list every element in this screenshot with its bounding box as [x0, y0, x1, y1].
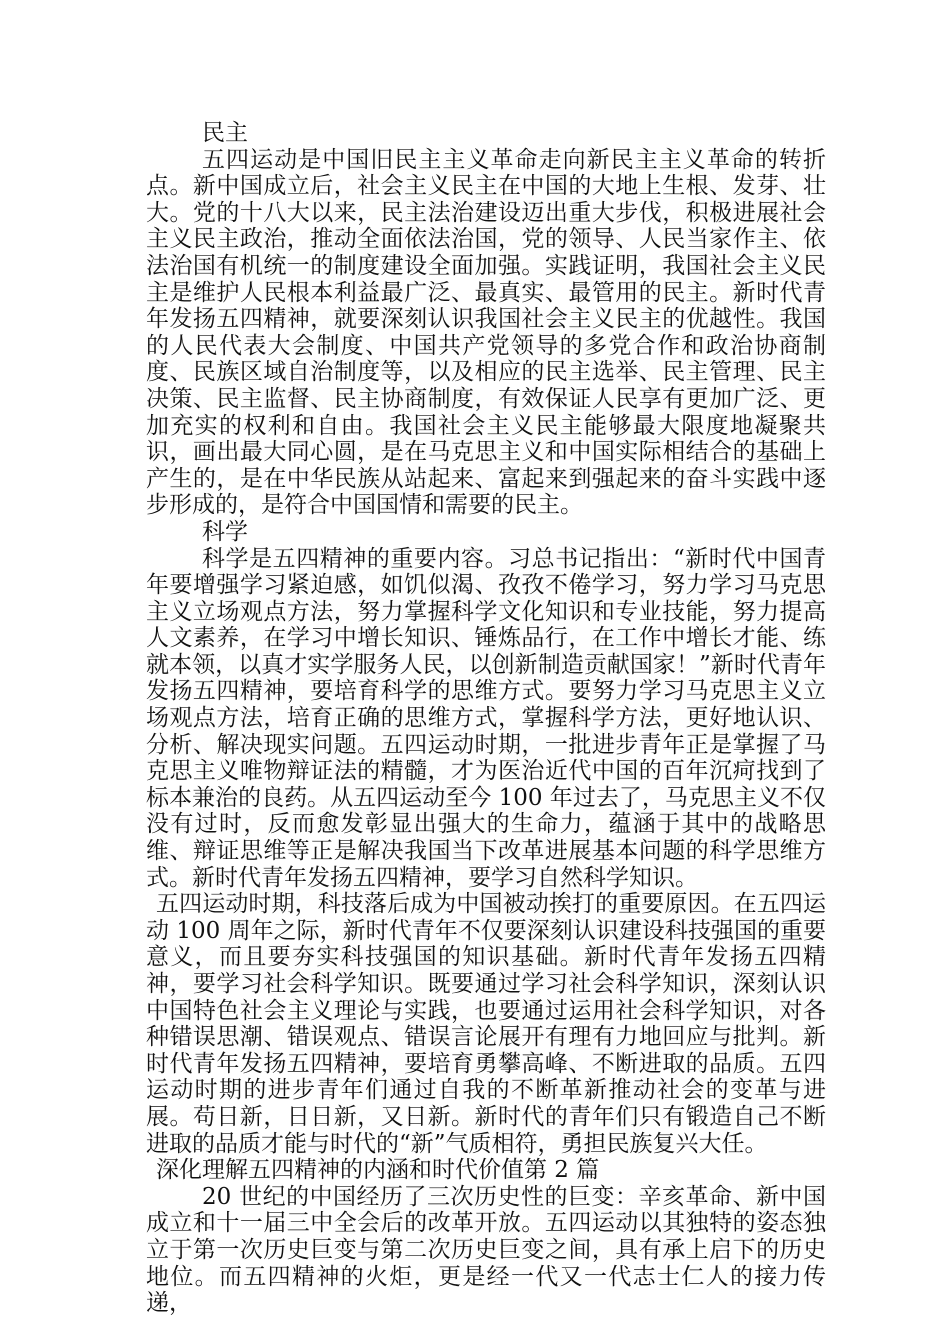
paragraph-article-2: 20 世纪的中国经历了三次历史性的巨变：辛亥革命、新中国成立和十一届三中全会后的改革开放。五四运动以其独特的姿态独立于第一次历史巨变与第二次历史巨变之间，具有承上启下的历史地位。而五四精神的火炬，更是经一代又一代志士仁人的接力传递， — [146, 1183, 826, 1317]
paragraph-science-1: 科学是五四精神的重要内容。习总书记指出：“新时代中国青年要增强学习紧迫感，如饥似渴、孜孜不倦学习，努力学习马克思主义立场观点方法，努力掌握科学文化知识和专业技能，努力提高人文素养，在学习中增长知识、锤炼品行，在工作中增长才能、练就本领，以真才实学服务人民，以创新制造贡献国家！”新时代青年发扬五四精神，要培育科学的思维方式。要努力学习马克思主义立场观点方法，培育正确的思维方式，掌握科学方法，更好地认识、分析、解决现实问题。五四运动时期，一批进步青年正是掌握了马克思主义唯物辩证法的精髓，才为医治近代中国的百年沉疴找到了标本兼治的良药。从五四运动至今 100 年过去了，马克思主义不仅没有过时，反而愈发彰显出强大的生命力，蕴涵于其中的战略思维、辩证思维等正是解决我国当下改革进展基本问题的科学思维方式。新时代青年发扬五四精神，要学习自然科学知识。 — [146, 545, 826, 891]
paragraph-science-2: 五四运动时期，科技落后成为中国被动挨打的重要原因。在五四运动 100 周年之际，新时代青年不仅要深刻认识建设科技强国的重要意义，而且要夯实科技强国的知识基础。新时代青年发扬五四精神，要学习社会科学知识。既要通过学习社会科学知识，深刻认识中国特色社会主义理论与实践，也要通过运用社会科学知识，对各种错误思潮、错误观点、错误言论展开有理有力地回应与批判。新时代青年发扬五四精神，要培育勇攀高峰、不断进取的品质。五四运动时期的进步青年们通过自我的不断革新推动社会的变革与进展。苟日新，日日新，又日新。新时代的青年们只有锻造自己不断进取的品质才能与时代的“新”气质相符，勇担民族复兴大任。 — [146, 891, 826, 1157]
section-heading-science: 科学 — [202, 518, 248, 545]
section-heading-article-2: 深化理解五四精神的内涵和时代价值第 2 篇 — [156, 1157, 600, 1184]
section-heading-democracy: 民主 — [202, 120, 248, 146]
paragraph-democracy: 五四运动是中国旧民主主义革命走向新民主主义革命的转折点。新中国成立后，社会主义民主在中国的大地上生根、发芽、壮大。党的十八大以来，民主法治建设迈出重大步伐，积极进展社会主义民主政治，推动全面依法治国，党的领导、人民当家作主、依法治国有机统一的制度建设全面加强。实践证明，我国社会主义民主是维护人民根本利益最广泛、最真实、最管用的民主。新时代青年发扬五四精神，就要深刻认识我国社会主义民主的优越性。我国的人民代表大会制度、中国共产党领导的多党合作和政治协商制度、民族区域自治制度等，以及相应的民主选举、民主管理、民主决策、民主监督、民主协商制度，有效保证人民享有更加广泛、更加充实的权利和自由。我国社会主义民主能够最大限度地凝聚共识，画出最大同心圆，是在马克思主义和中国实际相结合的基础上产生的，是在中华民族从站起来、富起来到强起来的奋斗实践中逐步形成的，是符合中国国情和需要的民主。 — [146, 146, 826, 519]
document-body — [146, 120, 826, 1317]
